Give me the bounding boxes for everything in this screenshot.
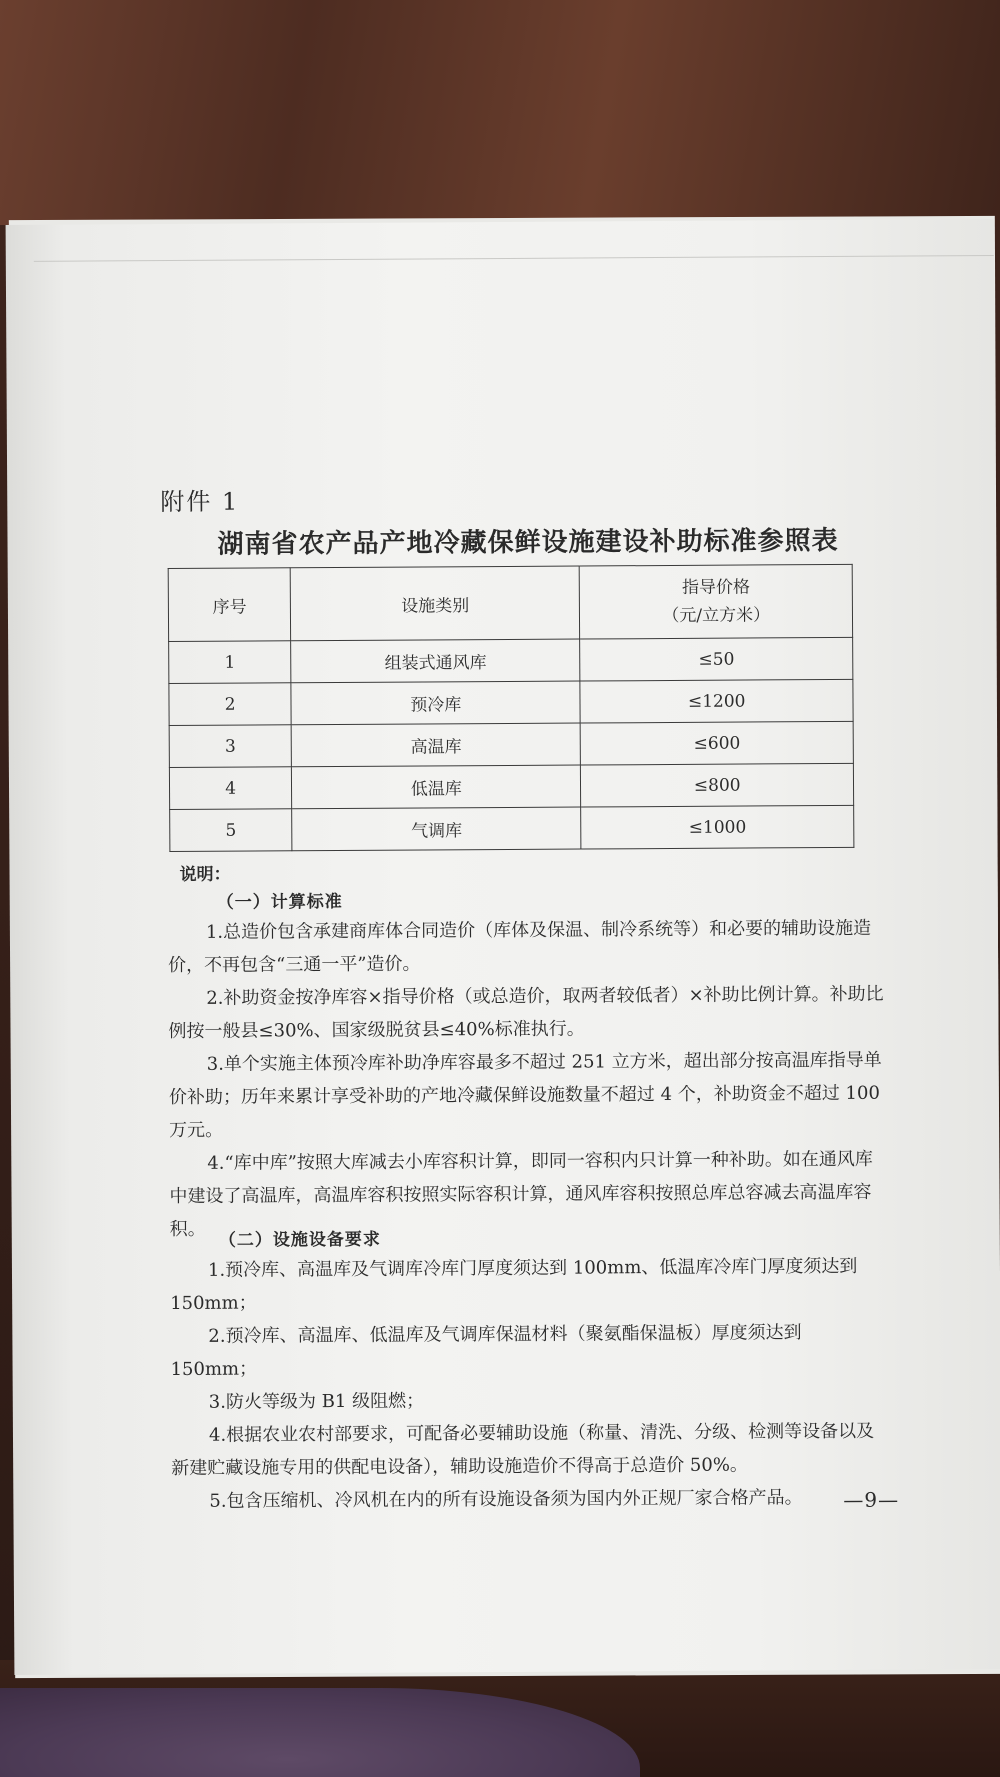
cell-type: 组装式通风库 bbox=[291, 639, 580, 683]
header-rule bbox=[34, 255, 994, 262]
header-price-line1: 指导价格 bbox=[681, 577, 751, 598]
subsidy-standard-table bbox=[168, 564, 855, 852]
paragraph: 2.补助资金按净库容×指导价格（或总造价，取两者较低者）×补助比例计算。补助比例按一般县≤30%、国家级脱贫县≤40%标准执行。 bbox=[168, 983, 884, 1043]
section2-heading: （二）设施设备要求 bbox=[218, 1229, 381, 1251]
table-row bbox=[169, 637, 853, 683]
paragraph: 2.预冷库、高温库、低温库及气调库保温材料（聚氨酯保温板）厚度须达到 150mm； bbox=[170, 1322, 802, 1381]
cell-no: 4 bbox=[169, 767, 292, 810]
table-header-row bbox=[168, 564, 852, 641]
paragraph: 3.防火等级为 B1 级阻燃； bbox=[208, 1390, 425, 1413]
cell-no: 5 bbox=[170, 809, 293, 852]
paragraph: 4.根据农业农村部要求，可配备必要辅助设施（称量、清洗、分级、检测等设备以及新建贮藏设施专用的供配电设备），辅助设施造价不得高于总造价 50%。 bbox=[171, 1420, 875, 1480]
cell-price: ≤50 bbox=[580, 637, 853, 681]
table-row bbox=[169, 721, 853, 767]
section1-body bbox=[168, 912, 890, 1246]
paragraph: 5.包含压缩机、冷风机在内的所有设施设备须为国内外正规厂家合格产品。 bbox=[209, 1487, 803, 1512]
cell-no: 2 bbox=[169, 683, 292, 726]
cell-price: ≤1200 bbox=[580, 679, 853, 723]
notes-label: 说明： bbox=[179, 864, 231, 885]
section1-heading: （一）计算标准 bbox=[216, 891, 343, 913]
header-no: 序号 bbox=[168, 568, 291, 642]
cell-no: 3 bbox=[169, 725, 292, 768]
document-title: 湖南省农产品产地冷藏保鲜设施建设补助标准参照表 bbox=[217, 525, 839, 560]
cell-type: 气调库 bbox=[292, 807, 581, 851]
paragraph: 3.单个实施主体预冷库补助净库容最多不超过 251 立方米，超出部分按高温库指导单价补助；历年来累计享受补助的产地冷藏保鲜设施数量不超过 4 个，补助资金不超过 100 万元。 bbox=[168, 1049, 882, 1142]
section2-body bbox=[170, 1250, 892, 1518]
table-row bbox=[169, 679, 853, 725]
table-row bbox=[170, 805, 854, 851]
cell-price: ≤800 bbox=[581, 763, 854, 807]
header-guide-price bbox=[580, 564, 853, 639]
page-number: —9— bbox=[843, 1487, 900, 1512]
table-row bbox=[169, 763, 853, 809]
cell-type: 低温库 bbox=[292, 765, 581, 809]
cell-no: 1 bbox=[169, 641, 292, 684]
cell-price: ≤1000 bbox=[581, 805, 854, 849]
document-page bbox=[6, 219, 1000, 1675]
paragraph: 4.“库中库”按照大库减去小库容积计算，即同一容积内只计算一种补助。如在通风库中建设了高温库，高温库容积按照实际容积计算，通风库容积按照总库总容减去高温库容积。 bbox=[169, 1148, 873, 1241]
attachment-label: 附件 1 bbox=[160, 487, 240, 517]
header-facility-type: 设施类别 bbox=[290, 566, 580, 641]
desk-background-top bbox=[0, 0, 1000, 225]
cell-type: 预冷库 bbox=[291, 681, 580, 725]
cell-type: 高温库 bbox=[291, 723, 580, 767]
header-price-line2: （元/立方米） bbox=[662, 605, 771, 627]
paragraph: 1.总造价包含承建商库体合同造价（库体及保温、制冷系统等）和必要的辅助设施造价，不再包含“三通一平”造价。 bbox=[168, 917, 872, 977]
cell-price: ≤600 bbox=[581, 721, 854, 765]
paragraph: 1.预冷库、高温库及气调库冷库门厚度须达到 100mm、低温库冷库门厚度须达到 150mm； bbox=[170, 1255, 858, 1315]
